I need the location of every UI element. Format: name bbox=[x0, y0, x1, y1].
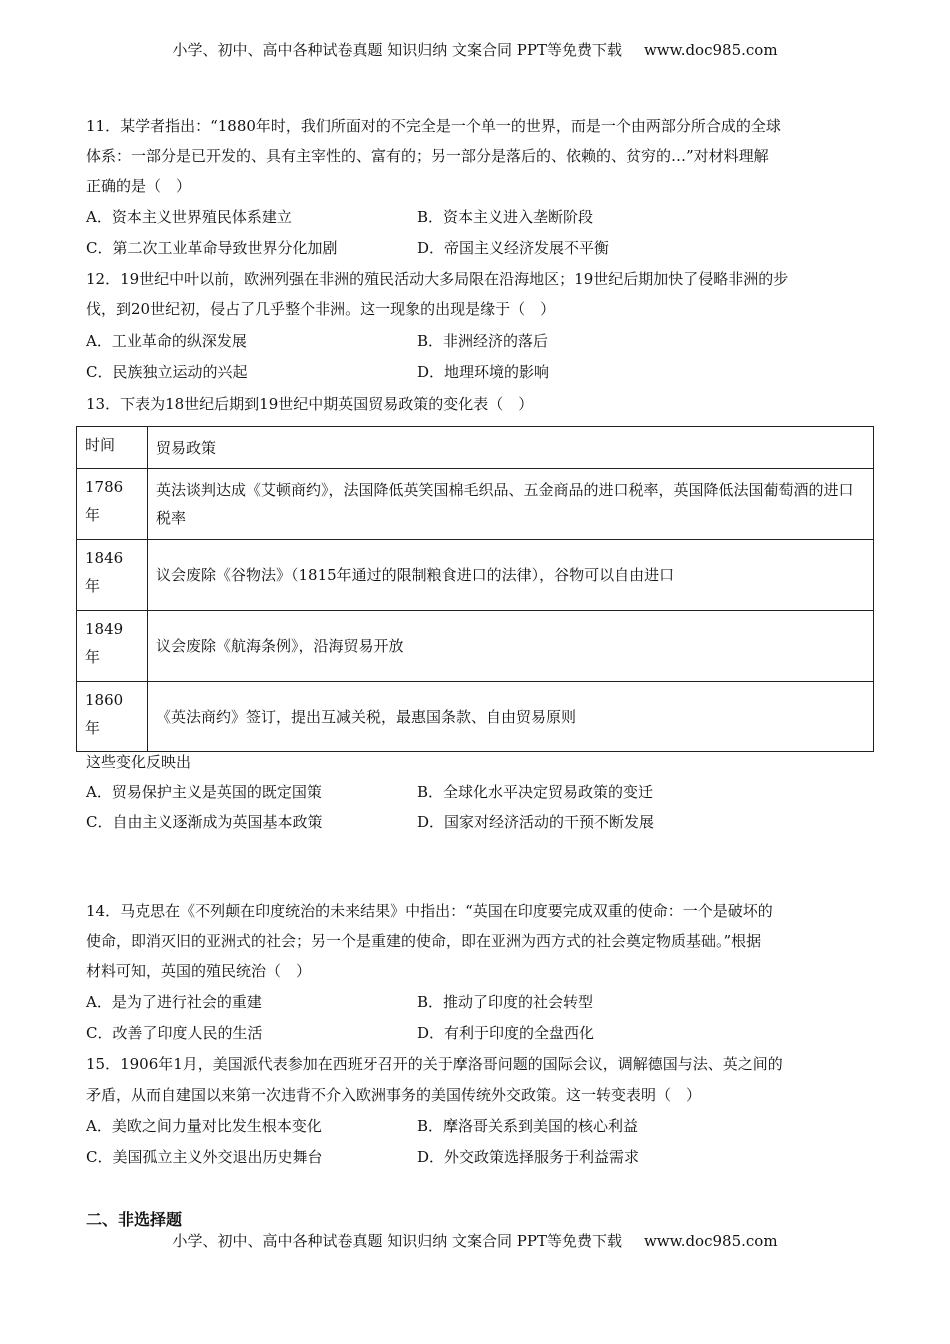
q13-option-d: D．国家对经济活动的干预不断发展 bbox=[417, 813, 655, 831]
q11-option-a: A．资本主义世界殖民体系建立 bbox=[86, 208, 292, 226]
q15-option-c: C．美国孤立主义外交退出历史舞台 bbox=[86, 1148, 323, 1166]
section-heading: 二、非选择题 bbox=[86, 1210, 183, 1229]
table-row bbox=[77, 469, 874, 540]
year-cell bbox=[77, 682, 148, 752]
table-header-row bbox=[77, 427, 874, 469]
q15-option-d: D．外交政策选择服务于利益需求 bbox=[417, 1148, 640, 1166]
q14-option-c: C．改善了印度人民的生活 bbox=[86, 1024, 263, 1042]
policy-cell: 《英法商约》签订，提出互减关税，最惠国条款、自由贸易原则 bbox=[148, 682, 874, 752]
q12-option-a: A．工业革命的纵深发展 bbox=[86, 332, 247, 350]
year: 1846 bbox=[85, 549, 124, 567]
year-unit: 年 bbox=[85, 506, 101, 524]
q12-option-c: C．民族独立运动的兴起 bbox=[86, 363, 248, 381]
policy-cell: 英法谈判达成《艾顿商约》，法国降低英笑国棉毛织品、五金商品的进口税率，英国降低法国葡萄酒的进口税率 bbox=[148, 469, 874, 540]
q12-line-1: 12．19世纪中叶以前，欧洲列强在非洲的殖民活动大多局限在沿海地区；19世纪后期加快了侵略非洲的步 bbox=[86, 270, 789, 288]
year-cell bbox=[77, 540, 148, 611]
q11-option-d: D．帝国主义经济发展不平衡 bbox=[417, 239, 610, 257]
q13-option-c: C．自由主义逐渐成为英国基本政策 bbox=[86, 813, 323, 831]
q13-stem: 13．下表为18世纪后期到19世纪中期英国贸易政策的变化表（ ） bbox=[86, 395, 534, 413]
q11-option-c: C．第二次工业革命导致世界分化加剧 bbox=[86, 239, 338, 257]
year: 1849 bbox=[85, 620, 124, 638]
q14-option-a: A．是为了进行社会的重建 bbox=[86, 993, 262, 1011]
page-footer bbox=[0, 1231, 950, 1251]
year-unit: 年 bbox=[85, 577, 101, 595]
q12-option-d: D．地理环境的影响 bbox=[417, 363, 550, 381]
q12-line-2: 伐，到20世纪初，侵占了几乎整个非洲。这一现象的出现是缘于（ ） bbox=[86, 300, 556, 318]
q14-option-b: B．推动了印度的社会转型 bbox=[417, 993, 594, 1011]
q15-option-a: A．美欧之间力量对比发生根本变化 bbox=[86, 1117, 322, 1135]
table-row bbox=[77, 682, 874, 752]
policy-cell: 议会废除《航海条例》，沿海贸易开放 bbox=[148, 611, 874, 682]
q14-line-1: 14．马克思在《不列颠在印度统治的未来结果》中指出：“英国在印度要完成双重的使命：一个是破坏的 bbox=[86, 902, 773, 920]
footer-url: www.doc985.com bbox=[643, 1232, 778, 1250]
table-row bbox=[77, 611, 874, 682]
year-cell bbox=[77, 611, 148, 682]
q11-line-1: 11．某学者指出：“1880年时，我们所面对的不完全是一个单一的世界，而是一个由两部分所合成的全球 bbox=[86, 117, 781, 135]
q11-line-2: 体系：一部分是已开发的、具有主宰性的、富有的；另一部分是落后的、依赖的、贫穷的…”对材料理解 bbox=[86, 147, 769, 165]
page-header bbox=[0, 40, 950, 60]
q14-line-2: 使命，即消灭旧的亚洲式的社会；另一个是重建的使命，即在亚洲为西方式的社会奠定物质基础。”根据 bbox=[86, 932, 762, 950]
q13-option-a: A．贸易保护主义是英国的既定国策 bbox=[86, 783, 322, 801]
footer-text: 小学、初中、高中各种试卷真题 知识归纳 文案合同 PPT等免费下载 bbox=[172, 1232, 622, 1250]
q15-line-2: 矛盾，从而自建国以来第一次违背不介入欧洲事务的美国传统外交政策。这一转变表明（ ） bbox=[86, 1086, 702, 1104]
q12-option-b: B．非洲经济的落后 bbox=[417, 332, 549, 350]
q11-option-b: B．资本主义进入垄断阶段 bbox=[417, 208, 594, 226]
q11-line-3: 正确的是（ ） bbox=[86, 177, 192, 195]
q15-option-b: B．摩洛哥关系到美国的核心利益 bbox=[417, 1117, 639, 1135]
q13-option-b: B．全球化水平决定贸易政策的变迁 bbox=[417, 783, 654, 801]
q15-line-1: 15．1906年1月，美国派代表参加在西班牙召开的关于摩洛哥问题的国际会议，调解德国与法、英之间的 bbox=[86, 1055, 783, 1073]
header-url: www.doc985.com bbox=[643, 41, 778, 59]
trade-policy-table bbox=[76, 426, 874, 752]
q13-after-text: 这些变化反映出 bbox=[86, 753, 192, 771]
year-unit: 年 bbox=[85, 648, 101, 666]
header-policy: 贸易政策 bbox=[148, 427, 874, 469]
year-cell bbox=[77, 469, 148, 540]
q14-option-d: D．有利于印度的全盘西化 bbox=[417, 1024, 595, 1042]
year: 1860 bbox=[85, 691, 124, 709]
policy-cell: 议会废除《谷物法》（1815年通过的限制粮食进口的法律），谷物可以自由进口 bbox=[148, 540, 874, 611]
year: 1786 bbox=[85, 478, 124, 496]
q14-line-3: 材料可知，英国的殖民统治（ ） bbox=[86, 962, 312, 980]
header-text: 小学、初中、高中各种试卷真题 知识归纳 文案合同 PPT等免费下载 bbox=[172, 41, 622, 59]
header-time: 时间 bbox=[77, 427, 148, 469]
table-row bbox=[77, 540, 874, 611]
year-unit: 年 bbox=[85, 719, 101, 737]
